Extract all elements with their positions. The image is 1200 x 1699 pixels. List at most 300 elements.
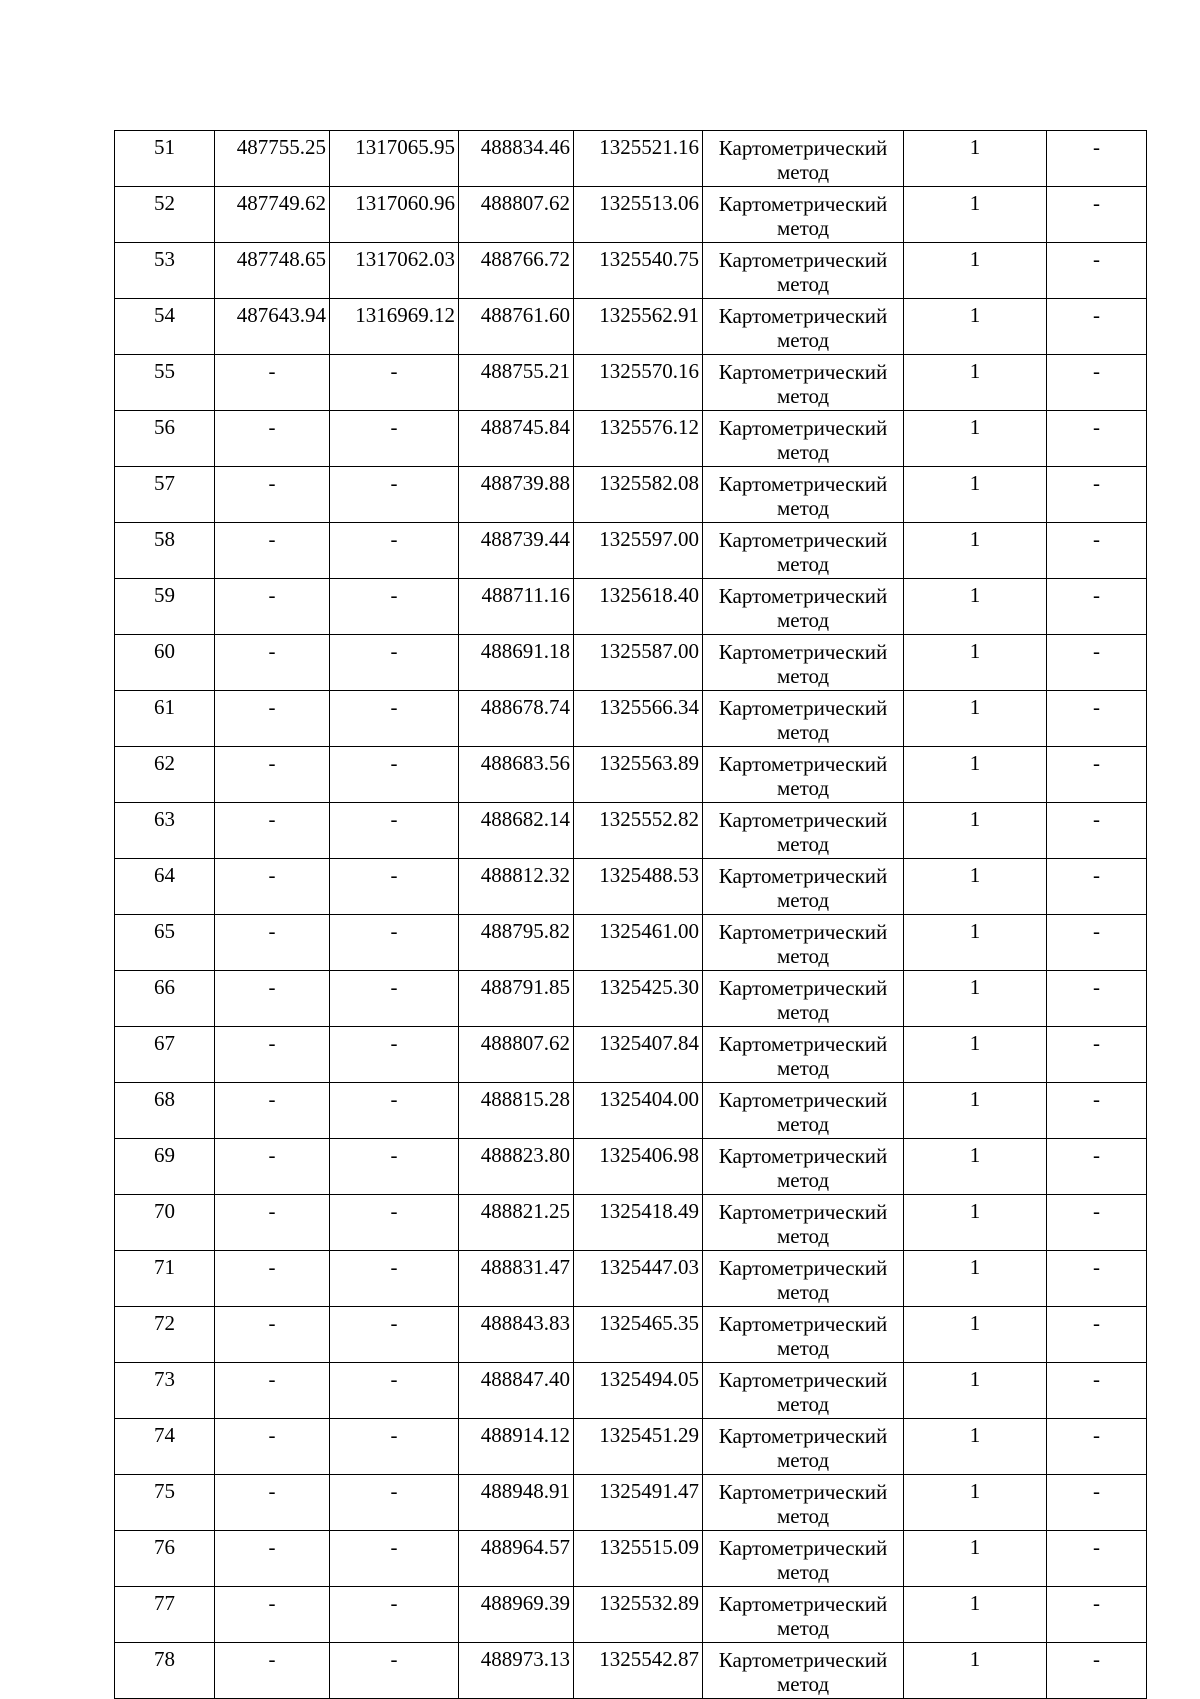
method-cell bbox=[703, 635, 904, 691]
accuracy-cell: 1 bbox=[904, 859, 1047, 915]
y-new-cell: 1325582.08 bbox=[574, 467, 703, 523]
method-cell bbox=[703, 1251, 904, 1307]
accuracy-cell: 1 bbox=[904, 971, 1047, 1027]
note-cell: - bbox=[1047, 131, 1147, 187]
accuracy-cell: 1 bbox=[904, 747, 1047, 803]
method-line-2: метод bbox=[776, 496, 830, 520]
x-old-cell: 487748.65 bbox=[215, 243, 330, 299]
y-old-cell: - bbox=[330, 1475, 459, 1531]
method-cell bbox=[703, 523, 904, 579]
accuracy-cell: 1 bbox=[904, 635, 1047, 691]
accuracy-cell: 1 bbox=[904, 467, 1047, 523]
y-old-cell: - bbox=[330, 1195, 459, 1251]
table-row bbox=[115, 747, 1147, 803]
method-line-1: Картометрический bbox=[718, 192, 888, 216]
x-new-cell: 488683.56 bbox=[459, 747, 574, 803]
x-old-cell: 487755.25 bbox=[215, 131, 330, 187]
y-new-cell: 1325552.82 bbox=[574, 803, 703, 859]
y-new-cell: 1325451.29 bbox=[574, 1419, 703, 1475]
y-new-cell: 1325566.34 bbox=[574, 691, 703, 747]
accuracy-cell: 1 bbox=[904, 1587, 1047, 1643]
x-old-cell: - bbox=[215, 915, 330, 971]
x-new-cell: 488739.44 bbox=[459, 523, 574, 579]
method-line-2: метод bbox=[776, 888, 830, 912]
point-number-cell: 59 bbox=[115, 579, 215, 635]
y-new-cell: 1325494.05 bbox=[574, 1363, 703, 1419]
y-new-cell: 1325465.35 bbox=[574, 1307, 703, 1363]
x-old-cell: - bbox=[215, 971, 330, 1027]
note-cell: - bbox=[1047, 1531, 1147, 1587]
point-number-cell: 66 bbox=[115, 971, 215, 1027]
point-number-cell: 55 bbox=[115, 355, 215, 411]
method-cell bbox=[703, 299, 904, 355]
x-old-cell: - bbox=[215, 803, 330, 859]
y-old-cell: - bbox=[330, 411, 459, 467]
y-new-cell: 1325576.12 bbox=[574, 411, 703, 467]
method-cell bbox=[703, 355, 904, 411]
method-cell bbox=[703, 467, 904, 523]
method-line-2: метод bbox=[776, 776, 830, 800]
note-cell: - bbox=[1047, 1139, 1147, 1195]
method-cell bbox=[703, 1195, 904, 1251]
method-cell bbox=[703, 803, 904, 859]
method-line-1: Картометрический bbox=[718, 248, 888, 272]
y-new-cell: 1325570.16 bbox=[574, 355, 703, 411]
method-cell bbox=[703, 411, 904, 467]
method-line-1: Картометрический bbox=[718, 1312, 888, 1336]
x-new-cell: 488823.80 bbox=[459, 1139, 574, 1195]
method-cell bbox=[703, 915, 904, 971]
point-number-cell: 64 bbox=[115, 859, 215, 915]
point-number-cell: 61 bbox=[115, 691, 215, 747]
method-line-2: метод bbox=[776, 1504, 830, 1528]
accuracy-cell: 1 bbox=[904, 1643, 1047, 1699]
x-new-cell: 488834.46 bbox=[459, 131, 574, 187]
y-old-cell: - bbox=[330, 803, 459, 859]
method-line-1: Картометрический bbox=[718, 1648, 888, 1672]
x-new-cell: 488682.14 bbox=[459, 803, 574, 859]
note-cell: - bbox=[1047, 859, 1147, 915]
method-line-1: Картометрический bbox=[718, 864, 888, 888]
x-old-cell: - bbox=[215, 1139, 330, 1195]
point-number-cell: 67 bbox=[115, 1027, 215, 1083]
table-row bbox=[115, 971, 1147, 1027]
x-new-cell: 488755.21 bbox=[459, 355, 574, 411]
y-old-cell: - bbox=[330, 691, 459, 747]
point-number-cell: 71 bbox=[115, 1251, 215, 1307]
table-row bbox=[115, 1027, 1147, 1083]
method-line-1: Картометрический bbox=[718, 416, 888, 440]
method-line-1: Картометрический bbox=[718, 976, 888, 1000]
method-cell bbox=[703, 243, 904, 299]
table-row bbox=[115, 187, 1147, 243]
method-line-1: Картометрический bbox=[718, 528, 888, 552]
x-new-cell: 488807.62 bbox=[459, 1027, 574, 1083]
x-new-cell: 488761.60 bbox=[459, 299, 574, 355]
point-number-cell: 53 bbox=[115, 243, 215, 299]
method-line-1: Картометрический bbox=[718, 1088, 888, 1112]
x-new-cell: 488766.72 bbox=[459, 243, 574, 299]
x-new-cell: 488815.28 bbox=[459, 1083, 574, 1139]
y-old-cell: - bbox=[330, 635, 459, 691]
y-new-cell: 1325407.84 bbox=[574, 1027, 703, 1083]
y-new-cell: 1325447.03 bbox=[574, 1251, 703, 1307]
method-line-2: метод bbox=[776, 1000, 830, 1024]
method-line-1: Картометрический bbox=[718, 1032, 888, 1056]
y-new-cell: 1325532.89 bbox=[574, 1587, 703, 1643]
y-new-cell: 1325597.00 bbox=[574, 523, 703, 579]
y-old-cell: - bbox=[330, 579, 459, 635]
table-row bbox=[115, 131, 1147, 187]
note-cell: - bbox=[1047, 299, 1147, 355]
note-cell: - bbox=[1047, 691, 1147, 747]
table-row bbox=[115, 1531, 1147, 1587]
table-row bbox=[115, 635, 1147, 691]
method-line-1: Картометрический bbox=[718, 1256, 888, 1280]
x-new-cell: 488711.16 bbox=[459, 579, 574, 635]
table-row bbox=[115, 1307, 1147, 1363]
method-line-1: Картометрический bbox=[718, 1368, 888, 1392]
y-new-cell: 1325488.53 bbox=[574, 859, 703, 915]
method-cell bbox=[703, 579, 904, 635]
note-cell: - bbox=[1047, 1363, 1147, 1419]
method-line-2: метод bbox=[776, 1448, 830, 1472]
y-old-cell: - bbox=[330, 1531, 459, 1587]
note-cell: - bbox=[1047, 579, 1147, 635]
note-cell: - bbox=[1047, 1587, 1147, 1643]
y-new-cell: 1325587.00 bbox=[574, 635, 703, 691]
method-line-2: метод bbox=[776, 1672, 830, 1696]
point-number-cell: 72 bbox=[115, 1307, 215, 1363]
table-row bbox=[115, 1475, 1147, 1531]
x-new-cell: 488964.57 bbox=[459, 1531, 574, 1587]
point-number-cell: 63 bbox=[115, 803, 215, 859]
accuracy-cell: 1 bbox=[904, 691, 1047, 747]
method-line-1: Картометрический bbox=[718, 640, 888, 664]
x-new-cell: 488691.18 bbox=[459, 635, 574, 691]
note-cell: - bbox=[1047, 1307, 1147, 1363]
point-number-cell: 74 bbox=[115, 1419, 215, 1475]
method-cell bbox=[703, 187, 904, 243]
x-new-cell: 488914.12 bbox=[459, 1419, 574, 1475]
y-new-cell: 1325404.00 bbox=[574, 1083, 703, 1139]
x-old-cell: - bbox=[215, 1475, 330, 1531]
point-number-cell: 51 bbox=[115, 131, 215, 187]
x-new-cell: 488678.74 bbox=[459, 691, 574, 747]
note-cell: - bbox=[1047, 355, 1147, 411]
method-line-2: метод bbox=[776, 1336, 830, 1360]
y-old-cell: - bbox=[330, 1419, 459, 1475]
point-number-cell: 54 bbox=[115, 299, 215, 355]
x-new-cell: 488843.83 bbox=[459, 1307, 574, 1363]
x-old-cell: - bbox=[215, 1251, 330, 1307]
accuracy-cell: 1 bbox=[904, 355, 1047, 411]
x-old-cell: - bbox=[215, 1531, 330, 1587]
y-old-cell: 1317060.96 bbox=[330, 187, 459, 243]
note-cell: - bbox=[1047, 411, 1147, 467]
y-old-cell: - bbox=[330, 1587, 459, 1643]
y-old-cell: - bbox=[330, 859, 459, 915]
table-row bbox=[115, 579, 1147, 635]
point-number-cell: 52 bbox=[115, 187, 215, 243]
accuracy-cell: 1 bbox=[904, 523, 1047, 579]
note-cell: - bbox=[1047, 467, 1147, 523]
y-old-cell: 1317062.03 bbox=[330, 243, 459, 299]
x-new-cell: 488847.40 bbox=[459, 1363, 574, 1419]
method-line-1: Картометрический bbox=[718, 136, 888, 160]
point-number-cell: 65 bbox=[115, 915, 215, 971]
point-number-cell: 58 bbox=[115, 523, 215, 579]
x-old-cell: - bbox=[215, 1419, 330, 1475]
method-line-1: Картометрический bbox=[718, 920, 888, 944]
y-new-cell: 1325521.16 bbox=[574, 131, 703, 187]
table-row bbox=[115, 355, 1147, 411]
table-row bbox=[115, 1083, 1147, 1139]
y-old-cell: - bbox=[330, 1083, 459, 1139]
y-new-cell: 1325562.91 bbox=[574, 299, 703, 355]
table-row bbox=[115, 915, 1147, 971]
y-old-cell: - bbox=[330, 747, 459, 803]
table-row bbox=[115, 691, 1147, 747]
method-line-1: Картометрический bbox=[718, 1592, 888, 1616]
method-line-1: Картометрический bbox=[718, 360, 888, 384]
point-number-cell: 75 bbox=[115, 1475, 215, 1531]
x-new-cell: 488745.84 bbox=[459, 411, 574, 467]
method-cell bbox=[703, 1531, 904, 1587]
x-old-cell: 487643.94 bbox=[215, 299, 330, 355]
x-old-cell: - bbox=[215, 691, 330, 747]
note-cell: - bbox=[1047, 1419, 1147, 1475]
method-line-1: Картометрический bbox=[718, 472, 888, 496]
x-old-cell: - bbox=[215, 1027, 330, 1083]
method-line-2: метод bbox=[776, 384, 830, 408]
note-cell: - bbox=[1047, 1027, 1147, 1083]
y-new-cell: 1325425.30 bbox=[574, 971, 703, 1027]
accuracy-cell: 1 bbox=[904, 299, 1047, 355]
note-cell: - bbox=[1047, 1643, 1147, 1699]
y-old-cell: - bbox=[330, 1027, 459, 1083]
table-row bbox=[115, 859, 1147, 915]
y-new-cell: 1325461.00 bbox=[574, 915, 703, 971]
method-cell bbox=[703, 1083, 904, 1139]
point-number-cell: 69 bbox=[115, 1139, 215, 1195]
y-old-cell: - bbox=[330, 1307, 459, 1363]
x-new-cell: 488969.39 bbox=[459, 1587, 574, 1643]
table-row bbox=[115, 1195, 1147, 1251]
x-old-cell: - bbox=[215, 1083, 330, 1139]
y-new-cell: 1325491.47 bbox=[574, 1475, 703, 1531]
accuracy-cell: 1 bbox=[904, 1307, 1047, 1363]
method-cell bbox=[703, 1587, 904, 1643]
method-line-1: Картометрический bbox=[718, 1480, 888, 1504]
method-cell bbox=[703, 1027, 904, 1083]
method-cell bbox=[703, 1475, 904, 1531]
table-row bbox=[115, 1363, 1147, 1419]
note-cell: - bbox=[1047, 803, 1147, 859]
table-row bbox=[115, 803, 1147, 859]
point-number-cell: 56 bbox=[115, 411, 215, 467]
method-line-2: метод bbox=[776, 1392, 830, 1416]
accuracy-cell: 1 bbox=[904, 1475, 1047, 1531]
method-cell bbox=[703, 747, 904, 803]
note-cell: - bbox=[1047, 523, 1147, 579]
note-cell: - bbox=[1047, 1195, 1147, 1251]
method-line-2: метод bbox=[776, 552, 830, 576]
y-old-cell: - bbox=[330, 1643, 459, 1699]
note-cell: - bbox=[1047, 1475, 1147, 1531]
x-new-cell: 488739.88 bbox=[459, 467, 574, 523]
method-line-2: метод bbox=[776, 328, 830, 352]
x-new-cell: 488973.13 bbox=[459, 1643, 574, 1699]
point-number-cell: 57 bbox=[115, 467, 215, 523]
method-cell bbox=[703, 1643, 904, 1699]
y-old-cell: - bbox=[330, 1363, 459, 1419]
table-row bbox=[115, 1643, 1147, 1699]
y-old-cell: - bbox=[330, 467, 459, 523]
accuracy-cell: 1 bbox=[904, 411, 1047, 467]
note-cell: - bbox=[1047, 747, 1147, 803]
method-line-2: метод bbox=[776, 160, 830, 184]
table-row bbox=[115, 411, 1147, 467]
accuracy-cell: 1 bbox=[904, 1363, 1047, 1419]
method-line-2: метод bbox=[776, 944, 830, 968]
x-old-cell: - bbox=[215, 1363, 330, 1419]
accuracy-cell: 1 bbox=[904, 1195, 1047, 1251]
accuracy-cell: 1 bbox=[904, 131, 1047, 187]
point-number-cell: 68 bbox=[115, 1083, 215, 1139]
method-line-2: метод bbox=[776, 272, 830, 296]
y-old-cell: - bbox=[330, 915, 459, 971]
table-row bbox=[115, 1251, 1147, 1307]
note-cell: - bbox=[1047, 635, 1147, 691]
y-new-cell: 1325406.98 bbox=[574, 1139, 703, 1195]
method-cell bbox=[703, 1307, 904, 1363]
method-cell bbox=[703, 691, 904, 747]
method-line-1: Картометрический bbox=[718, 808, 888, 832]
method-line-2: метод bbox=[776, 1280, 830, 1304]
accuracy-cell: 1 bbox=[904, 1027, 1047, 1083]
method-line-2: метод bbox=[776, 1168, 830, 1192]
table-row bbox=[115, 523, 1147, 579]
table-row bbox=[115, 467, 1147, 523]
method-line-2: метод bbox=[776, 832, 830, 856]
x-old-cell: - bbox=[215, 467, 330, 523]
x-old-cell: - bbox=[215, 859, 330, 915]
x-old-cell: - bbox=[215, 579, 330, 635]
method-line-1: Картометрический bbox=[718, 752, 888, 776]
point-number-cell: 76 bbox=[115, 1531, 215, 1587]
method-line-1: Картометрический bbox=[718, 1424, 888, 1448]
accuracy-cell: 1 bbox=[904, 1139, 1047, 1195]
point-number-cell: 70 bbox=[115, 1195, 215, 1251]
point-number-cell: 60 bbox=[115, 635, 215, 691]
method-line-1: Картометрический bbox=[718, 696, 888, 720]
point-number-cell: 62 bbox=[115, 747, 215, 803]
x-old-cell: - bbox=[215, 523, 330, 579]
y-old-cell: - bbox=[330, 355, 459, 411]
accuracy-cell: 1 bbox=[904, 243, 1047, 299]
y-new-cell: 1325418.49 bbox=[574, 1195, 703, 1251]
method-cell bbox=[703, 1419, 904, 1475]
y-new-cell: 1325542.87 bbox=[574, 1643, 703, 1699]
method-cell bbox=[703, 1139, 904, 1195]
method-cell bbox=[703, 971, 904, 1027]
note-cell: - bbox=[1047, 243, 1147, 299]
method-line-2: метод bbox=[776, 1112, 830, 1136]
method-line-1: Картометрический bbox=[718, 304, 888, 328]
note-cell: - bbox=[1047, 971, 1147, 1027]
x-new-cell: 488821.25 bbox=[459, 1195, 574, 1251]
coordinates-table bbox=[114, 130, 1147, 1699]
x-old-cell: - bbox=[215, 1587, 330, 1643]
y-new-cell: 1325563.89 bbox=[574, 747, 703, 803]
x-old-cell: - bbox=[215, 1195, 330, 1251]
method-line-2: метод bbox=[776, 440, 830, 464]
x-old-cell: - bbox=[215, 1307, 330, 1363]
y-new-cell: 1325515.09 bbox=[574, 1531, 703, 1587]
x-new-cell: 488948.91 bbox=[459, 1475, 574, 1531]
y-old-cell: 1317065.95 bbox=[330, 131, 459, 187]
accuracy-cell: 1 bbox=[904, 1083, 1047, 1139]
x-old-cell: - bbox=[215, 1643, 330, 1699]
x-new-cell: 488791.85 bbox=[459, 971, 574, 1027]
accuracy-cell: 1 bbox=[904, 803, 1047, 859]
accuracy-cell: 1 bbox=[904, 187, 1047, 243]
table-row bbox=[115, 1139, 1147, 1195]
note-cell: - bbox=[1047, 915, 1147, 971]
x-new-cell: 488831.47 bbox=[459, 1251, 574, 1307]
y-old-cell: - bbox=[330, 1251, 459, 1307]
method-line-1: Картометрический bbox=[718, 1200, 888, 1224]
method-line-2: метод bbox=[776, 664, 830, 688]
accuracy-cell: 1 bbox=[904, 915, 1047, 971]
method-cell bbox=[703, 1363, 904, 1419]
method-line-2: метод bbox=[776, 216, 830, 240]
method-line-2: метод bbox=[776, 608, 830, 632]
x-new-cell: 488795.82 bbox=[459, 915, 574, 971]
note-cell: - bbox=[1047, 187, 1147, 243]
y-old-cell: - bbox=[330, 1139, 459, 1195]
y-old-cell: - bbox=[330, 971, 459, 1027]
note-cell: - bbox=[1047, 1251, 1147, 1307]
table-row bbox=[115, 243, 1147, 299]
x-old-cell: - bbox=[215, 355, 330, 411]
method-line-2: метод bbox=[776, 1224, 830, 1248]
point-number-cell: 77 bbox=[115, 1587, 215, 1643]
table-row bbox=[115, 1419, 1147, 1475]
x-old-cell: 487749.62 bbox=[215, 187, 330, 243]
y-new-cell: 1325513.06 bbox=[574, 187, 703, 243]
x-new-cell: 488807.62 bbox=[459, 187, 574, 243]
y-old-cell: 1316969.12 bbox=[330, 299, 459, 355]
table-body bbox=[115, 131, 1147, 1699]
method-line-2: метод bbox=[776, 720, 830, 744]
y-new-cell: 1325540.75 bbox=[574, 243, 703, 299]
accuracy-cell: 1 bbox=[904, 1531, 1047, 1587]
method-cell bbox=[703, 131, 904, 187]
x-new-cell: 488812.32 bbox=[459, 859, 574, 915]
x-old-cell: - bbox=[215, 411, 330, 467]
y-old-cell: - bbox=[330, 523, 459, 579]
x-old-cell: - bbox=[215, 635, 330, 691]
y-new-cell: 1325618.40 bbox=[574, 579, 703, 635]
note-cell: - bbox=[1047, 1083, 1147, 1139]
table-row bbox=[115, 299, 1147, 355]
accuracy-cell: 1 bbox=[904, 1251, 1047, 1307]
accuracy-cell: 1 bbox=[904, 1419, 1047, 1475]
method-line-2: метод bbox=[776, 1056, 830, 1080]
method-line-1: Картометрический bbox=[718, 1536, 888, 1560]
